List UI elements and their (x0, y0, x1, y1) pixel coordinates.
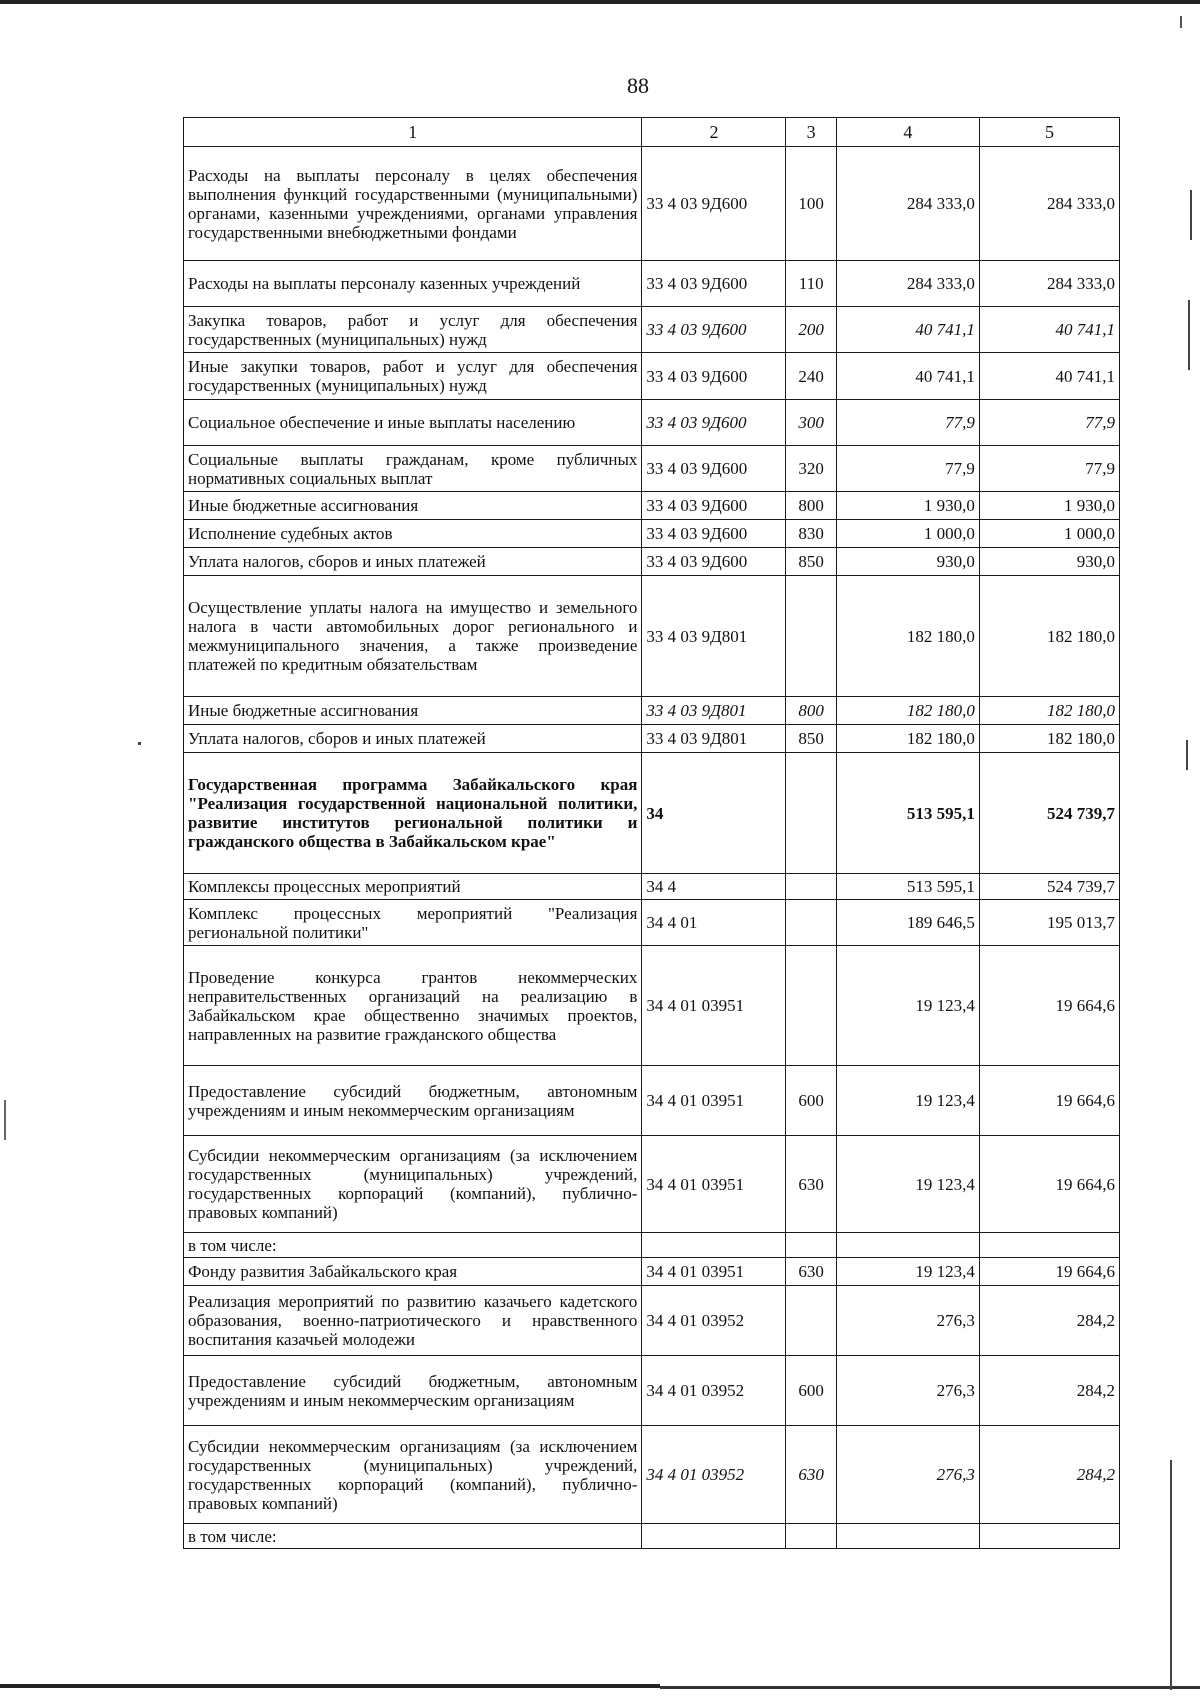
row-amount-year1: 40 741,1 (836, 307, 979, 353)
table-row (184, 576, 1120, 697)
row-expense-type (786, 874, 836, 900)
row-name: в том числе: (184, 1233, 642, 1258)
row-code: 34 4 (642, 874, 786, 900)
row-expense-type: 600 (786, 1356, 836, 1426)
table-row (184, 1286, 1120, 1356)
scan-speck (1188, 300, 1190, 370)
table-row (184, 147, 1120, 261)
row-expense-type (786, 946, 836, 1066)
row-code: 33 4 03 9Д600 (642, 492, 786, 520)
row-code: 33 4 03 9Д600 (642, 307, 786, 353)
row-amount-year2: 19 664,6 (979, 1066, 1119, 1136)
row-name: Государственная программа Забайкальского края "Реализация государственной национальной политики, развитие институтов региональной политики и гражданского общества в Забайкальском крае" (184, 753, 642, 874)
row-amount-year1: 40 741,1 (836, 353, 979, 400)
row-code: 33 4 03 9Д600 (642, 147, 786, 261)
row-name: Исполнение судебных актов (184, 520, 642, 548)
row-code: 34 4 01 03952 (642, 1356, 786, 1426)
table-row (184, 725, 1120, 753)
table-row (184, 1066, 1120, 1136)
row-amount-year2: 19 664,6 (979, 946, 1119, 1066)
row-code: 33 4 03 9Д600 (642, 446, 786, 492)
row-amount-year1: 513 595,1 (836, 874, 979, 900)
table-row (184, 400, 1120, 446)
row-amount-year1: 276,3 (836, 1286, 979, 1356)
table-row (184, 261, 1120, 307)
row-name: Комплексы процессных мероприятий (184, 874, 642, 900)
row-name: Предоставление субсидий бюджетным, автономным учреждениям и иным некоммерческим организациям (184, 1066, 642, 1136)
scan-mark (1180, 16, 1182, 28)
column-header: 3 (786, 118, 836, 147)
row-amount-year2: 40 741,1 (979, 353, 1119, 400)
row-code: 33 4 03 9Д600 (642, 520, 786, 548)
row-expense-type (786, 1286, 836, 1356)
row-expense-type: 800 (786, 492, 836, 520)
row-amount-year1: 276,3 (836, 1426, 979, 1524)
row-code: 34 4 01 03951 (642, 1136, 786, 1233)
row-code: 34 4 01 03952 (642, 1286, 786, 1356)
row-code (642, 1233, 786, 1258)
row-name: Фонду развития Забайкальского края (184, 1258, 642, 1286)
row-expense-type (786, 900, 836, 946)
table-row (184, 520, 1120, 548)
row-amount-year2 (979, 1233, 1119, 1258)
row-code: 33 4 03 9Д600 (642, 353, 786, 400)
row-amount-year1: 1 000,0 (836, 520, 979, 548)
row-expense-type (786, 1233, 836, 1258)
page-number: 88 (627, 73, 649, 98)
table-row (184, 1258, 1120, 1286)
row-amount-year1: 19 123,4 (836, 1258, 979, 1286)
table-row (184, 1136, 1120, 1233)
row-amount-year1: 1 930,0 (836, 492, 979, 520)
row-amount-year1: 276,3 (836, 1356, 979, 1426)
row-expense-type: 830 (786, 520, 836, 548)
table-row (184, 307, 1120, 353)
row-amount-year2: 284,2 (979, 1356, 1119, 1426)
row-amount-year2: 182 180,0 (979, 725, 1119, 753)
budget-table (183, 117, 1120, 1549)
column-header: 4 (836, 118, 979, 147)
scan-speck (1170, 1460, 1172, 1690)
row-amount-year1: 189 646,5 (836, 900, 979, 946)
row-expense-type: 100 (786, 147, 836, 261)
row-amount-year1: 930,0 (836, 548, 979, 576)
row-amount-year1: 284 333,0 (836, 261, 979, 307)
row-code: 34 4 01 03952 (642, 1426, 786, 1524)
row-amount-year2: 182 180,0 (979, 576, 1119, 697)
row-expense-type: 110 (786, 261, 836, 307)
row-amount-year2: 284,2 (979, 1426, 1119, 1524)
row-code: 34 4 01 03951 (642, 1258, 786, 1286)
scan-edge-bottom (660, 1686, 1200, 1689)
row-expense-type: 600 (786, 1066, 836, 1136)
row-amount-year2: 930,0 (979, 548, 1119, 576)
row-expense-type: 240 (786, 353, 836, 400)
row-amount-year2: 195 013,7 (979, 900, 1119, 946)
table-row (184, 753, 1120, 874)
row-amount-year2 (979, 1524, 1119, 1549)
row-amount-year1: 284 333,0 (836, 147, 979, 261)
row-name: Проведение конкурса грантов некоммерческих неправительственных организаций на реализацию в Забайкальском крае общественно значимых проектов, направленных на развитие гражданского общества (184, 946, 642, 1066)
row-name: Реализация мероприятий по развитию казачьего кадетского образования, военно-патриотического и нравственного воспитания казачьей молодежи (184, 1286, 642, 1356)
row-name: Социальные выплаты гражданам, кроме публичных нормативных социальных выплат (184, 446, 642, 492)
table-header-row (184, 118, 1120, 147)
row-name: Уплата налогов, сборов и иных платежей (184, 725, 642, 753)
row-name: Иные бюджетные ассигнования (184, 697, 642, 725)
row-amount-year2: 524 739,7 (979, 753, 1119, 874)
table-row (184, 446, 1120, 492)
row-expense-type: 630 (786, 1136, 836, 1233)
row-amount-year1: 19 123,4 (836, 1066, 979, 1136)
column-header: 1 (184, 118, 642, 147)
row-code: 34 4 01 03951 (642, 1066, 786, 1136)
row-amount-year2: 182 180,0 (979, 697, 1119, 725)
row-amount-year1: 19 123,4 (836, 946, 979, 1066)
row-expense-type (786, 576, 836, 697)
row-expense-type (786, 1524, 836, 1549)
row-code: 34 4 01 (642, 900, 786, 946)
row-amount-year2: 284 333,0 (979, 261, 1119, 307)
table-row (184, 1524, 1120, 1549)
row-code: 34 4 01 03951 (642, 946, 786, 1066)
row-name: Предоставление субсидий бюджетным, автономным учреждениям и иным некоммерческим организациям (184, 1356, 642, 1426)
row-amount-year2: 284 333,0 (979, 147, 1119, 261)
row-expense-type: 200 (786, 307, 836, 353)
row-amount-year1: 19 123,4 (836, 1136, 979, 1233)
row-code: 33 4 03 9Д801 (642, 576, 786, 697)
scan-speck (138, 742, 141, 745)
row-expense-type: 630 (786, 1258, 836, 1286)
row-name: Субсидии некоммерческим организациям (за исключением государственных (муниципальных) учреждений, государственных корпораций (компаний), публично-правовых компаний) (184, 1136, 642, 1233)
scan-speck (1186, 740, 1188, 770)
row-amount-year1: 182 180,0 (836, 697, 979, 725)
row-expense-type: 300 (786, 400, 836, 446)
scan-edge-top (0, 0, 1200, 4)
table-row (184, 1233, 1120, 1258)
row-amount-year2: 524 739,7 (979, 874, 1119, 900)
row-name: Расходы на выплаты персоналу в целях обеспечения выполнения функций государственными (муниципальными) органами, казенными учреждениями, органами управления государственными внебюджетными фондами (184, 147, 642, 261)
row-expense-type: 320 (786, 446, 836, 492)
row-code: 33 4 03 9Д600 (642, 548, 786, 576)
row-code: 33 4 03 9Д801 (642, 725, 786, 753)
row-expense-type: 630 (786, 1426, 836, 1524)
row-amount-year1: 182 180,0 (836, 576, 979, 697)
row-expense-type: 800 (786, 697, 836, 725)
row-code: 33 4 03 9Д801 (642, 697, 786, 725)
column-header: 5 (979, 118, 1119, 147)
scan-mark (4, 1100, 6, 1140)
row-code: 33 4 03 9Д600 (642, 400, 786, 446)
row-amount-year2: 1 930,0 (979, 492, 1119, 520)
row-expense-type: 850 (786, 548, 836, 576)
row-amount-year2: 1 000,0 (979, 520, 1119, 548)
table-row (184, 1356, 1120, 1426)
row-amount-year1 (836, 1233, 979, 1258)
row-code (642, 1524, 786, 1549)
column-header: 2 (642, 118, 786, 147)
row-name: Субсидии некоммерческим организациям (за исключением государственных (муниципальных) учреждений, государственных корпораций (компаний), публично-правовых компаний) (184, 1426, 642, 1524)
row-amount-year2: 77,9 (979, 400, 1119, 446)
row-expense-type: 850 (786, 725, 836, 753)
row-name: Социальное обеспечение и иные выплаты населению (184, 400, 642, 446)
row-amount-year2: 284,2 (979, 1286, 1119, 1356)
row-amount-year2: 77,9 (979, 446, 1119, 492)
row-name: Иные закупки товаров, работ и услуг для обеспечения государственных (муниципальных) нужд (184, 353, 642, 400)
row-expense-type (786, 753, 836, 874)
row-amount-year2: 40 741,1 (979, 307, 1119, 353)
table-row (184, 548, 1120, 576)
row-name: Осуществление уплаты налога на имущество и земельного налога в части автомобильных дорог регионального и межмуниципального значения, а также произведение платежей по кредитным обязательствам (184, 576, 642, 697)
row-amount-year1: 77,9 (836, 400, 979, 446)
scan-edge-bottom (0, 1684, 660, 1688)
row-amount-year2: 19 664,6 (979, 1136, 1119, 1233)
table-row (184, 1426, 1120, 1524)
table-row (184, 900, 1120, 946)
row-code: 33 4 03 9Д600 (642, 261, 786, 307)
table-row (184, 946, 1120, 1066)
row-name: Иные бюджетные ассигнования (184, 492, 642, 520)
row-name: Закупка товаров, работ и услуг для обеспечения государственных (муниципальных) нужд (184, 307, 642, 353)
row-amount-year1: 77,9 (836, 446, 979, 492)
scan-speck (1190, 190, 1192, 240)
table-row (184, 353, 1120, 400)
row-name: Расходы на выплаты персоналу казенных учреждений (184, 261, 642, 307)
row-name: Уплата налогов, сборов и иных платежей (184, 548, 642, 576)
row-name: Комплекс процессных мероприятий "Реализация региональной политики" (184, 900, 642, 946)
table-row (184, 492, 1120, 520)
row-name: в том числе: (184, 1524, 642, 1549)
row-code: 34 (642, 753, 786, 874)
row-amount-year2: 19 664,6 (979, 1258, 1119, 1286)
row-amount-year1: 182 180,0 (836, 725, 979, 753)
row-amount-year1: 513 595,1 (836, 753, 979, 874)
table-row (184, 874, 1120, 900)
table-row (184, 697, 1120, 725)
row-amount-year1 (836, 1524, 979, 1549)
